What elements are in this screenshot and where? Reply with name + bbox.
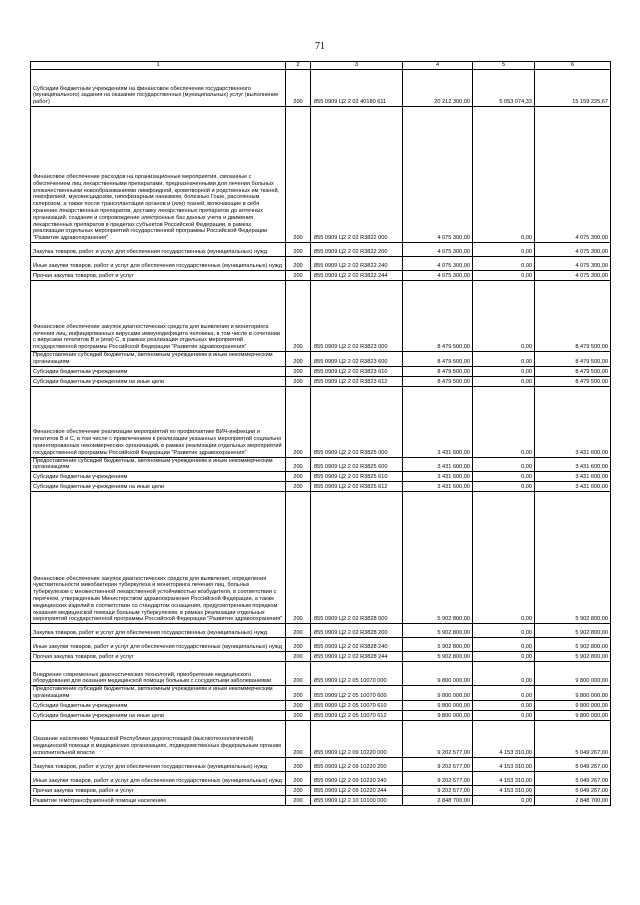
table-row xyxy=(31,686,611,701)
row-description: Иные закупки товаров, работ и услуг для обеспечения государственных (муниципальных) нужд xyxy=(31,257,286,271)
table-row xyxy=(31,652,611,662)
row-description: Внедрение современных диагностических технологий, приобретение медицинского оборудования для оказания медицинской помощи больным с сосудистыми заболеваниями xyxy=(31,662,286,686)
row-code: 855 0909 Ц2 2 02 R3825 600 xyxy=(311,457,403,472)
row-column-5: 0,00 xyxy=(473,281,535,352)
row-column-4: 5 902 800,00 xyxy=(403,638,473,652)
row-code: 855 0909 Ц2 2 05 10070 600 xyxy=(311,686,403,701)
row-column-2: 200 xyxy=(286,795,311,805)
row-column-5: 0,00 xyxy=(473,482,535,492)
row-column-5: 0,00 xyxy=(473,686,535,701)
row-code: 855 0909 Ц2 2 05 10070 610 xyxy=(311,700,403,710)
row-column-4: 9 800 000,00 xyxy=(403,662,473,686)
row-column-2: 200 xyxy=(286,366,311,376)
row-code: 855 0909 Ц2 2 02 R3823 612 xyxy=(311,376,403,386)
row-column-2: 200 xyxy=(286,662,311,686)
row-column-5: 0,00 xyxy=(473,352,535,367)
row-column-5: 4 153 310,00 xyxy=(473,785,535,795)
row-column-6: 5 049 267,00 xyxy=(535,785,611,795)
row-column-2: 200 xyxy=(286,352,311,367)
row-column-6: 8 479 500,00 xyxy=(535,366,611,376)
row-column-4: 5 902 800,00 xyxy=(403,652,473,662)
row-column-4: 8 479 500,00 xyxy=(403,376,473,386)
row-column-5: 0,00 xyxy=(473,376,535,386)
row-column-6: 5 902 800,00 xyxy=(535,624,611,638)
row-column-5: 4 153 310,00 xyxy=(473,757,535,771)
row-column-5: 4 153 310,00 xyxy=(473,771,535,785)
row-column-2: 200 xyxy=(286,700,311,710)
row-description: Закупка товаров, работ и услуг для обеспечения государственных (муниципальных) нужд xyxy=(31,243,286,257)
row-column-2: 200 xyxy=(286,257,311,271)
row-column-5: 0,00 xyxy=(473,107,535,243)
table-row xyxy=(31,785,611,795)
row-column-6: 5 902 800,00 xyxy=(535,638,611,652)
row-code: 855 0909 Ц2 2 02 R3828 244 xyxy=(311,652,403,662)
table-row xyxy=(31,624,611,638)
row-column-6: 9 800 000,00 xyxy=(535,700,611,710)
row-column-2: 200 xyxy=(286,720,311,757)
row-column-5: 0,00 xyxy=(473,652,535,662)
row-code: 855 0909 Ц2 2 02 R3822 240 xyxy=(311,257,403,271)
row-column-5: 0,00 xyxy=(473,700,535,710)
row-code: 855 0909 Ц2 2 09 10220 240 xyxy=(311,771,403,785)
table-row xyxy=(31,662,611,686)
row-description: Оказание населению Чувашской Республики дорогостоящей (высокотехнологичной) медицинской помощи в медицинских организациях, подведомственных федеральным органам исполнительной власти xyxy=(31,720,286,757)
row-column-5: 0,00 xyxy=(473,662,535,686)
row-column-5: 0,00 xyxy=(473,795,535,805)
table-row xyxy=(31,243,611,257)
row-description: Финансовое обеспечение закупок диагностических средств для выявления, определения чувствительности микобактерии туберкулеза и мониторинга лечения лиц, больных туберкулезом с множественной лекарственной устойчивостью возбудителя, в соответствии с перечнем, утвержденным Министерством здравоохранения Российской Федерации, а также медицинских изделий в соответствии со стандартом оснащения, предусмотренным порядком оказания медицинской помощи больным туберкулезом, в рамках реализации отдельных мероприятий государственной программы Российской Федерации "Развитие здравоохранения" xyxy=(31,492,286,624)
table-row xyxy=(31,757,611,771)
row-code: 855 0909 Ц2 2 05 10070 000 xyxy=(311,662,403,686)
row-column-5: 0,00 xyxy=(473,492,535,624)
row-column-6: 9 800 000,00 xyxy=(535,710,611,720)
row-description: Прочая закупка товаров, работ и услуг xyxy=(31,652,286,662)
row-column-6: 5 049 267,00 xyxy=(535,720,611,757)
row-code: 855 0909 Ц2 2 02 R3823 000 xyxy=(311,281,403,352)
row-description: Прочая закупка товаров, работ и услуг xyxy=(31,785,286,795)
table-row xyxy=(31,257,611,271)
row-column-5: 0,00 xyxy=(473,457,535,472)
row-column-2: 200 xyxy=(286,472,311,482)
row-column-6: 8 479 500,00 xyxy=(535,376,611,386)
row-column-6: 15 159 225,67 xyxy=(535,70,611,107)
table-row xyxy=(31,352,611,367)
row-column-4: 8 479 500,00 xyxy=(403,366,473,376)
row-code: 855 0909 Ц2 2 02 R3825 612 xyxy=(311,482,403,492)
row-column-5: 4 153 310,00 xyxy=(473,720,535,757)
row-column-2: 200 xyxy=(286,271,311,281)
row-column-2: 200 xyxy=(286,652,311,662)
row-description: Закупка товаров, работ и услуг для обеспечения государственных (муниципальных) нужд xyxy=(31,757,286,771)
table-row xyxy=(31,386,611,457)
row-column-2: 200 xyxy=(286,70,311,107)
table-row xyxy=(31,638,611,652)
table-row xyxy=(31,710,611,720)
row-description: Субсидии бюджетным учреждениям на иные цели xyxy=(31,482,286,492)
row-description: Субсидии бюджетным учреждениям xyxy=(31,366,286,376)
row-column-4: 4 075 300,00 xyxy=(403,107,473,243)
row-code: 855 0909 Ц2 2 02 R3828 200 xyxy=(311,624,403,638)
row-column-2: 200 xyxy=(286,624,311,638)
table-row xyxy=(31,107,611,243)
page-number: 71 xyxy=(315,41,325,52)
row-column-5: 0,00 xyxy=(473,243,535,257)
row-column-6: 9 800 000,00 xyxy=(535,686,611,701)
row-column-6: 8 479 500,00 xyxy=(535,281,611,352)
row-column-2: 200 xyxy=(286,482,311,492)
table-row xyxy=(31,700,611,710)
row-column-5: 0,00 xyxy=(473,271,535,281)
row-code: 855 0909 Ц2 2 09 10220 000 xyxy=(311,720,403,757)
row-column-6: 5 902 800,00 xyxy=(535,492,611,624)
row-code: 855 0909 Ц2 2 05 10070 612 xyxy=(311,710,403,720)
row-column-6: 5 902 800,00 xyxy=(535,652,611,662)
table-row xyxy=(31,376,611,386)
row-column-2: 200 xyxy=(286,638,311,652)
column-header: 6 xyxy=(535,62,611,70)
row-column-2: 200 xyxy=(286,376,311,386)
row-column-6: 8 479 500,00 xyxy=(535,352,611,367)
table-header-row xyxy=(31,62,611,70)
column-header: 3 xyxy=(311,62,403,70)
row-column-2: 200 xyxy=(286,771,311,785)
row-description: Предоставление субсидий бюджетным, автономным учреждениям и иным некоммерческим организациям xyxy=(31,457,286,472)
row-code: 855 0909 Ц2 2 02 R3822 244 xyxy=(311,271,403,281)
row-column-2: 200 xyxy=(286,281,311,352)
row-code: 855 0909 Ц2 2 02 40180 611 xyxy=(311,70,403,107)
table-row xyxy=(31,795,611,805)
row-column-5: 5 053 074,33 xyxy=(473,70,535,107)
row-column-4: 5 902 800,00 xyxy=(403,624,473,638)
row-code: 855 0909 Ц2 2 02 R3825 610 xyxy=(311,472,403,482)
row-column-2: 200 xyxy=(286,686,311,701)
row-column-2: 200 xyxy=(286,386,311,457)
table-row xyxy=(31,281,611,352)
table-row xyxy=(31,70,611,107)
row-column-6: 2 848 700,00 xyxy=(535,795,611,805)
row-code: 855 0909 Ц2 2 02 R3828 000 xyxy=(311,492,403,624)
row-column-4: 9 202 577,00 xyxy=(403,720,473,757)
row-description: Предоставление субсидий бюджетным, автономным учреждениям и иным некоммерческим организациям xyxy=(31,686,286,701)
row-column-4: 4 075 300,00 xyxy=(403,271,473,281)
row-column-6: 4 075 300,00 xyxy=(535,271,611,281)
row-description: Иные закупки товаров, работ и услуг для обеспечения государственных (муниципальных) нужд xyxy=(31,638,286,652)
row-column-5: 0,00 xyxy=(473,386,535,457)
row-column-2: 200 xyxy=(286,785,311,795)
row-code: 855 0909 Ц2 2 10 10100 000 xyxy=(311,795,403,805)
row-column-4: 8 479 500,00 xyxy=(403,352,473,367)
table-row xyxy=(31,271,611,281)
row-column-4: 4 075 300,00 xyxy=(403,257,473,271)
row-column-4: 3 431 600,00 xyxy=(403,472,473,482)
table-body xyxy=(31,70,611,806)
row-description: Финансовое обеспечение реализации мероприятий по профилактике ВИЧ-инфекции и гепатитов B и C, в том числе с привлечением к реализации указанных мероприятий социально ориентированных некоммерческих организаций, в рамках реализации отдельных мероприятий государственной программы Российской Федерации "Развитие здравоохранения" xyxy=(31,386,286,457)
row-code: 855 0909 Ц2 2 02 R3825 000 xyxy=(311,386,403,457)
table-row xyxy=(31,457,611,472)
row-column-5: 0,00 xyxy=(473,638,535,652)
row-description: Субсидии бюджетным учреждениям на финансовое обеспечение государственного (муниципального) задания на оказание государственных (муниципальных) услуг (выполнение работ) xyxy=(31,70,286,107)
table-row xyxy=(31,472,611,482)
table-row xyxy=(31,492,611,624)
row-column-6: 3 431 600,00 xyxy=(535,386,611,457)
row-column-4: 2 848 700,00 xyxy=(403,795,473,805)
row-column-6: 9 800 000,00 xyxy=(535,662,611,686)
row-column-2: 200 xyxy=(286,492,311,624)
row-column-6: 4 075 300,00 xyxy=(535,257,611,271)
row-column-4: 9 202 577,00 xyxy=(403,757,473,771)
row-description: Иные закупки товаров, работ и услуг для обеспечения государственных (муниципальных) нужд xyxy=(31,771,286,785)
row-column-4: 9 800 000,00 xyxy=(403,700,473,710)
table-row xyxy=(31,720,611,757)
row-column-6: 5 049 267,00 xyxy=(535,757,611,771)
row-column-5: 0,00 xyxy=(473,710,535,720)
row-column-4: 3 431 600,00 xyxy=(403,457,473,472)
table-row xyxy=(31,771,611,785)
row-column-6: 3 431 600,00 xyxy=(535,457,611,472)
table-row xyxy=(31,482,611,492)
row-column-4: 9 202 577,00 xyxy=(403,771,473,785)
column-header: 1 xyxy=(31,62,286,70)
row-column-4: 20 212 300,00 xyxy=(403,70,473,107)
row-column-5: 0,00 xyxy=(473,624,535,638)
row-column-4: 9 800 000,00 xyxy=(403,686,473,701)
row-description: Финансовое обеспечение закупок диагностических средств для выявления и мониторинга лечения лиц, инфицированных вирусами иммунодефицита человека, в том числе в сочетании с вирусами гепатитов B и (или) C, в рамках реализации отдельных мероприятий государственной программы Российской Федерации "Развитие здравоохранения" xyxy=(31,281,286,352)
budget-table xyxy=(30,61,611,806)
row-column-2: 200 xyxy=(286,710,311,720)
column-header: 2 xyxy=(286,62,311,70)
row-column-6: 4 075 300,00 xyxy=(535,243,611,257)
row-column-4: 5 902 800,00 xyxy=(403,492,473,624)
row-code: 855 0909 Ц2 2 02 R3823 600 xyxy=(311,352,403,367)
row-column-5: 0,00 xyxy=(473,472,535,482)
row-description: Предоставление субсидий бюджетным, автономным учреждениям и иным некоммерческим организациям xyxy=(31,352,286,367)
row-column-2: 200 xyxy=(286,107,311,243)
row-column-2: 200 xyxy=(286,243,311,257)
row-code: 855 0909 Ц2 2 02 R3828 240 xyxy=(311,638,403,652)
row-description: Финансовое обеспечение расходов на организационные мероприятия, связанные с обеспечением лиц лекарственными препаратами, предназначенными для лечения больных злокачественными новообразованиями лимфоидной, кроветворной и родственных им тканей, гемофилией, муковисцидозом, гипофизарным нанизмом, болезнью Гоше, рассеянным склерозом, а также после трансплантации органов и (или) тканей, включающие в себя хранение лекарственных препаратов, доставку лекарственных препаратов до аптечных организаций, создание и сопровождение электронных баз данных учета и движения лекарственных препаратов в пределах субъектов Российской Федерации, в рамках реализации отдельных мероприятий государственной программы Российской Федерации "Развитие здравоохранения" xyxy=(31,107,286,243)
row-code: 855 0909 Ц2 2 02 R3822 000 xyxy=(311,107,403,243)
row-column-6: 4 075 300,00 xyxy=(535,107,611,243)
row-column-4: 3 431 600,00 xyxy=(403,386,473,457)
row-column-4: 8 479 500,00 xyxy=(403,281,473,352)
row-description: Субсидии бюджетным учреждениям xyxy=(31,700,286,710)
row-column-4: 4 075 300,00 xyxy=(403,243,473,257)
row-code: 855 0909 Ц2 2 02 R3822 200 xyxy=(311,243,403,257)
column-header: 4 xyxy=(403,62,473,70)
row-column-6: 5 049 267,00 xyxy=(535,771,611,785)
row-code: 855 0909 Ц2 2 02 R3823 610 xyxy=(311,366,403,376)
row-column-4: 3 431 600,00 xyxy=(403,482,473,492)
row-code: 855 0909 Ц2 2 09 10220 200 xyxy=(311,757,403,771)
row-description: Субсидии бюджетным учреждениям на иные цели xyxy=(31,710,286,720)
row-code: 855 0909 Ц2 2 09 10220 244 xyxy=(311,785,403,795)
row-column-4: 9 800 000,00 xyxy=(403,710,473,720)
row-description: Субсидии бюджетным учреждениям xyxy=(31,472,286,482)
row-column-5: 0,00 xyxy=(473,366,535,376)
row-description: Прочая закупка товаров, работ и услуг xyxy=(31,271,286,281)
row-column-5: 0,00 xyxy=(473,257,535,271)
row-column-2: 200 xyxy=(286,457,311,472)
row-column-6: 3 431 600,00 xyxy=(535,482,611,492)
row-description: Субсидии бюджетным учреждениям на иные цели xyxy=(31,376,286,386)
row-description: Закупка товаров, работ и услуг для обеспечения государственных (муниципальных) нужд xyxy=(31,624,286,638)
row-column-4: 9 202 577,00 xyxy=(403,785,473,795)
table-row xyxy=(31,366,611,376)
row-column-2: 200 xyxy=(286,757,311,771)
row-description: Развитие гемотрансфузионной помощи населению xyxy=(31,795,286,805)
column-header: 5 xyxy=(473,62,535,70)
row-column-6: 3 431 600,00 xyxy=(535,472,611,482)
